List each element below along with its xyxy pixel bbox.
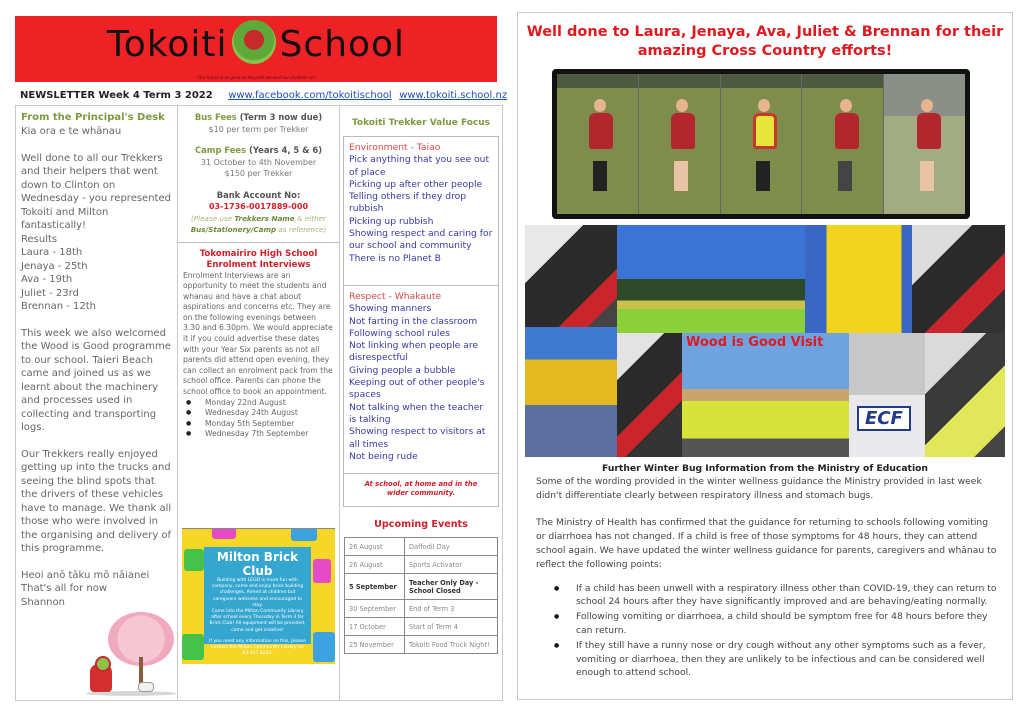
collage-photo: [912, 225, 1005, 333]
winter-bug-body: [536, 475, 998, 681]
result-item: Juliet - 23rd: [21, 287, 79, 299]
divider: [178, 242, 339, 243]
value-item: Showing respect to visitors at all times: [349, 426, 486, 450]
blossom-tree-illustration: [86, 612, 176, 696]
enrolment-date: ● Monday 5th September: [183, 419, 334, 430]
result-item: Brennan - 12th: [21, 301, 96, 312]
event-date: 26 August: [345, 556, 405, 574]
respect-heading: Respect - Whakaute: [349, 290, 442, 302]
camp-amount: $150 per Trekker: [224, 169, 293, 178]
lego-brick-icon: [212, 528, 236, 539]
winter-bug-para-1: Some of the wording provided in the winter wellness guidance the Ministry provided in last week didn't differentiate clearly between respiratory illness and stomach bugs.: [536, 476, 982, 501]
event-row: [345, 556, 498, 574]
event-row: [345, 618, 498, 636]
event-date: 26 August: [345, 538, 405, 556]
cross-country-photo: [802, 74, 884, 214]
newsletter-info-bar: [20, 90, 507, 101]
event-date: 17 October: [345, 618, 405, 636]
school-tagline: "Our future is as good as the path we lead our students on": [196, 75, 316, 80]
values-events-column: [340, 106, 502, 700]
principal-greeting: Kia ora e te whānau: [21, 126, 122, 137]
winter-bug-points: [536, 582, 998, 681]
event-name: Teacher Only Day - School Closed: [405, 574, 498, 600]
environment-section: [344, 137, 498, 285]
collage-photo: [682, 333, 849, 457]
cross-country-photo: [721, 74, 803, 214]
value-item: Giving people a bubble: [349, 364, 456, 376]
event-row: [345, 600, 498, 618]
ecf-truck-logo: ECF: [857, 406, 911, 431]
event-row: [345, 636, 498, 654]
principal-para-1: Well done to all our Trekkers and their helpers that went down to Clinton on Wednesday - you represented Tokoiti and Milton fantastically!: [21, 152, 171, 231]
brick-club-contact: If you need any information on this, please contact the Milton Community Library on 03 417 8220.: [209, 638, 306, 657]
collage-photo: [525, 327, 617, 457]
brick-club-title: Milton Brick Club: [216, 550, 299, 578]
bus-fees-amount: $10 per term per Trekker: [208, 124, 309, 134]
event-name: Daffodil Day: [405, 538, 498, 556]
brick-club-text: Building with LEGO is more fun with company, come and enjoy brick building challenges. Aimed at children but caregivers welcome and encouraged to stay.: [211, 578, 304, 608]
signoff-maori: Heoi anō tāku mō nāianei: [21, 569, 150, 581]
value-item: Not being rude: [349, 450, 418, 462]
signoff-name: Shannon: [21, 596, 65, 608]
collage-photo: [849, 333, 925, 457]
result-item: Ava - 19th: [21, 274, 73, 285]
enrolment-dates-list: [183, 398, 334, 440]
collage-photo: [525, 225, 617, 327]
enrolment-date: ● Wednesday 24th August: [183, 408, 334, 419]
newsletter-columns: [15, 105, 503, 701]
winter-bug-title: Further Winter Bug Information from the Ministry of Education: [602, 463, 928, 474]
dog-icon: [138, 682, 154, 692]
lego-brick-icon: [313, 559, 331, 583]
school-name-left: Tokoiti: [106, 24, 228, 65]
cross-country-photo: [557, 74, 639, 214]
payment-reference-note: (Please use Trekkers Name & either Bus/Stationery/Camp as reference): [190, 213, 327, 234]
value-item: Showing manners: [349, 303, 432, 315]
value-item: Picking up rubbish: [349, 215, 434, 227]
lego-brick-icon: [291, 528, 317, 541]
winter-bug-para-2: The Ministry of Health has confirmed that the guidance for returning to schools following vomiting or diarrhoea has not changed. If a child is free of those symptoms for 48 hours, they can attend school again. We have updated the winter wellness guidance for parents, caregivers and whānau to reflect the following points:: [536, 517, 997, 570]
newsletter-issue: NEWSLETTER Week 4 Term 3 2022: [20, 90, 213, 101]
event-row: [345, 538, 498, 556]
collage-photo: [617, 333, 682, 457]
brick-club-poster: [182, 528, 335, 664]
cross-country-photo-strip: [552, 69, 970, 219]
right-page: [517, 12, 1013, 700]
bank-account-label: Bank Account No:: [216, 189, 301, 200]
bus-fees-heading: Bus Fees (Term 3 now due): [194, 112, 323, 122]
value-item: Not linking when people are disrespectful: [349, 340, 479, 364]
cross-country-photo: [639, 74, 721, 214]
cross-country-photo: [884, 74, 965, 214]
value-item: Following school rules: [349, 327, 450, 339]
signoff-english: That's all for now: [21, 583, 108, 594]
value-item: There is no Planet B: [349, 252, 441, 264]
principal-heading: From the Principal's Desk: [21, 112, 165, 123]
facebook-link[interactable]: www.facebook.com/tokoitischool: [228, 90, 392, 101]
winter-bug-point: ● Following vomiting or diarrhoea, a child should be symptom free for 48 hours before they can return.: [536, 610, 998, 638]
value-item: Pick anything that you see out of place: [349, 154, 490, 178]
value-item: Picking up after other people: [349, 178, 483, 190]
school-name: [15, 24, 497, 68]
lego-brick-icon: [182, 634, 204, 660]
collage-photo: [617, 225, 805, 333]
results-label: Results: [21, 233, 58, 245]
events-table: [344, 537, 498, 654]
school-name-right: School: [279, 24, 406, 65]
cross-country-headline: Well done to Laura, Jenaya, Ava, Juliet & Brennan for their amazing Cross Country efforts!: [526, 24, 1004, 59]
school-banner: [15, 16, 497, 82]
collage-photo: [925, 333, 1005, 457]
winter-bug-point: ● If they still have a runny nose or dry cough without any other symptoms such as a fever, vomiting or diarrhoea, then they are unlikely to be infectious and can be considered well enough to attend school.: [536, 639, 998, 680]
enrolment-date: ● Wednesday 7th September: [183, 429, 334, 440]
event-date: 25 November: [345, 636, 405, 654]
event-name: Start of Term 4: [405, 618, 498, 636]
value-item: Not farting in the classroom: [349, 315, 478, 327]
value-item: Keeping out of other people's spaces: [349, 377, 485, 401]
school-mascot-icon: [232, 20, 276, 64]
brick-club-panel: [204, 547, 311, 657]
event-name: End of Term 3: [405, 600, 498, 618]
principal-column: [16, 106, 178, 700]
value-focus-footer: At school, at home and in the wider community.: [344, 473, 498, 506]
value-item: Not talking when the teacher is talking: [349, 401, 484, 425]
value-focus-title: Tokoiti Trekker Value Focus: [351, 118, 491, 128]
event-date: 30 September: [345, 600, 405, 618]
collage-photo: [805, 225, 912, 333]
enrolment-body: Enrolment Interviews are an opportunity to meet the students and whanau and have a chat about aspirations and concerns etc. They are on the following evenings between 3.30 and 6.30pm. We would appreciate it if you could advertise these dates with your Year Six parents as not all parents did attend open evening, they can collect an enrolment pack from the school office. Parents can phone the school office to book an appointment.: [183, 270, 333, 397]
event-row: [345, 574, 498, 600]
respect-section: [344, 285, 498, 473]
mascot-kid-icon: [90, 664, 112, 692]
principal-para-3: Our Trekkers really enjoyed getting up into the trucks and seeing the blind spots that the drivers of these vehicles have to manage. We thank all those who were involved in the organising and delivery of this programme.: [21, 448, 172, 554]
fees-column: [178, 106, 340, 700]
upcoming-events-title: Upcoming Events: [374, 519, 468, 531]
result-item: Laura - 18th: [21, 247, 83, 258]
website-link[interactable]: www.tokoiti.school.nz: [399, 90, 508, 101]
value-focus-box: [343, 136, 499, 507]
event-date: 5 September: [345, 574, 405, 600]
event-name: Tokoiti Food Truck Night!: [405, 636, 498, 654]
bank-account-number: 03-1736-0017889-000: [208, 202, 309, 211]
wood-is-good-label: Wood is Good Visit: [686, 335, 824, 350]
lego-brick-icon: [184, 549, 204, 571]
value-item: Showing respect and caring for our school and community: [349, 228, 493, 252]
environment-heading: Environment - Taiao: [349, 142, 441, 153]
wood-is-good-collage: [525, 225, 1005, 457]
principal-para-2: This week we also welcomed the Wood is Good programme to our school. Taieri Beach came and joined us as we learnt about the machinery and processes used in collecting and transporting logs.: [21, 327, 171, 433]
value-item: Telling others if they drop rubbish: [349, 191, 467, 215]
winter-bug-point: ● If a child has been unwell with a respiratory illness other than COVID-19, they can return to school 24 hours after they have significantly improved and are behaving/eating normally.: [536, 582, 998, 610]
result-item: Jenaya - 25th: [21, 260, 88, 272]
event-name: Sports Activator: [405, 556, 498, 574]
camp-dates: 31 October to 4th November: [200, 157, 317, 167]
enrolment-date: ● Monday 22nd August: [183, 398, 334, 409]
enrolment-heading: Tokomairiro High School Enrolment Interviews: [199, 248, 318, 270]
lego-brick-icon: [313, 632, 335, 662]
fees-section: [183, 112, 334, 236]
brick-club-text: Come into the Milton Community Library after school every Thursday in Term 3 for Brick Club! All equipment will be provided, come and get creative!: [209, 609, 306, 633]
camp-fees-heading: Camp Fees (Years 4, 5 & 6): [194, 145, 323, 155]
